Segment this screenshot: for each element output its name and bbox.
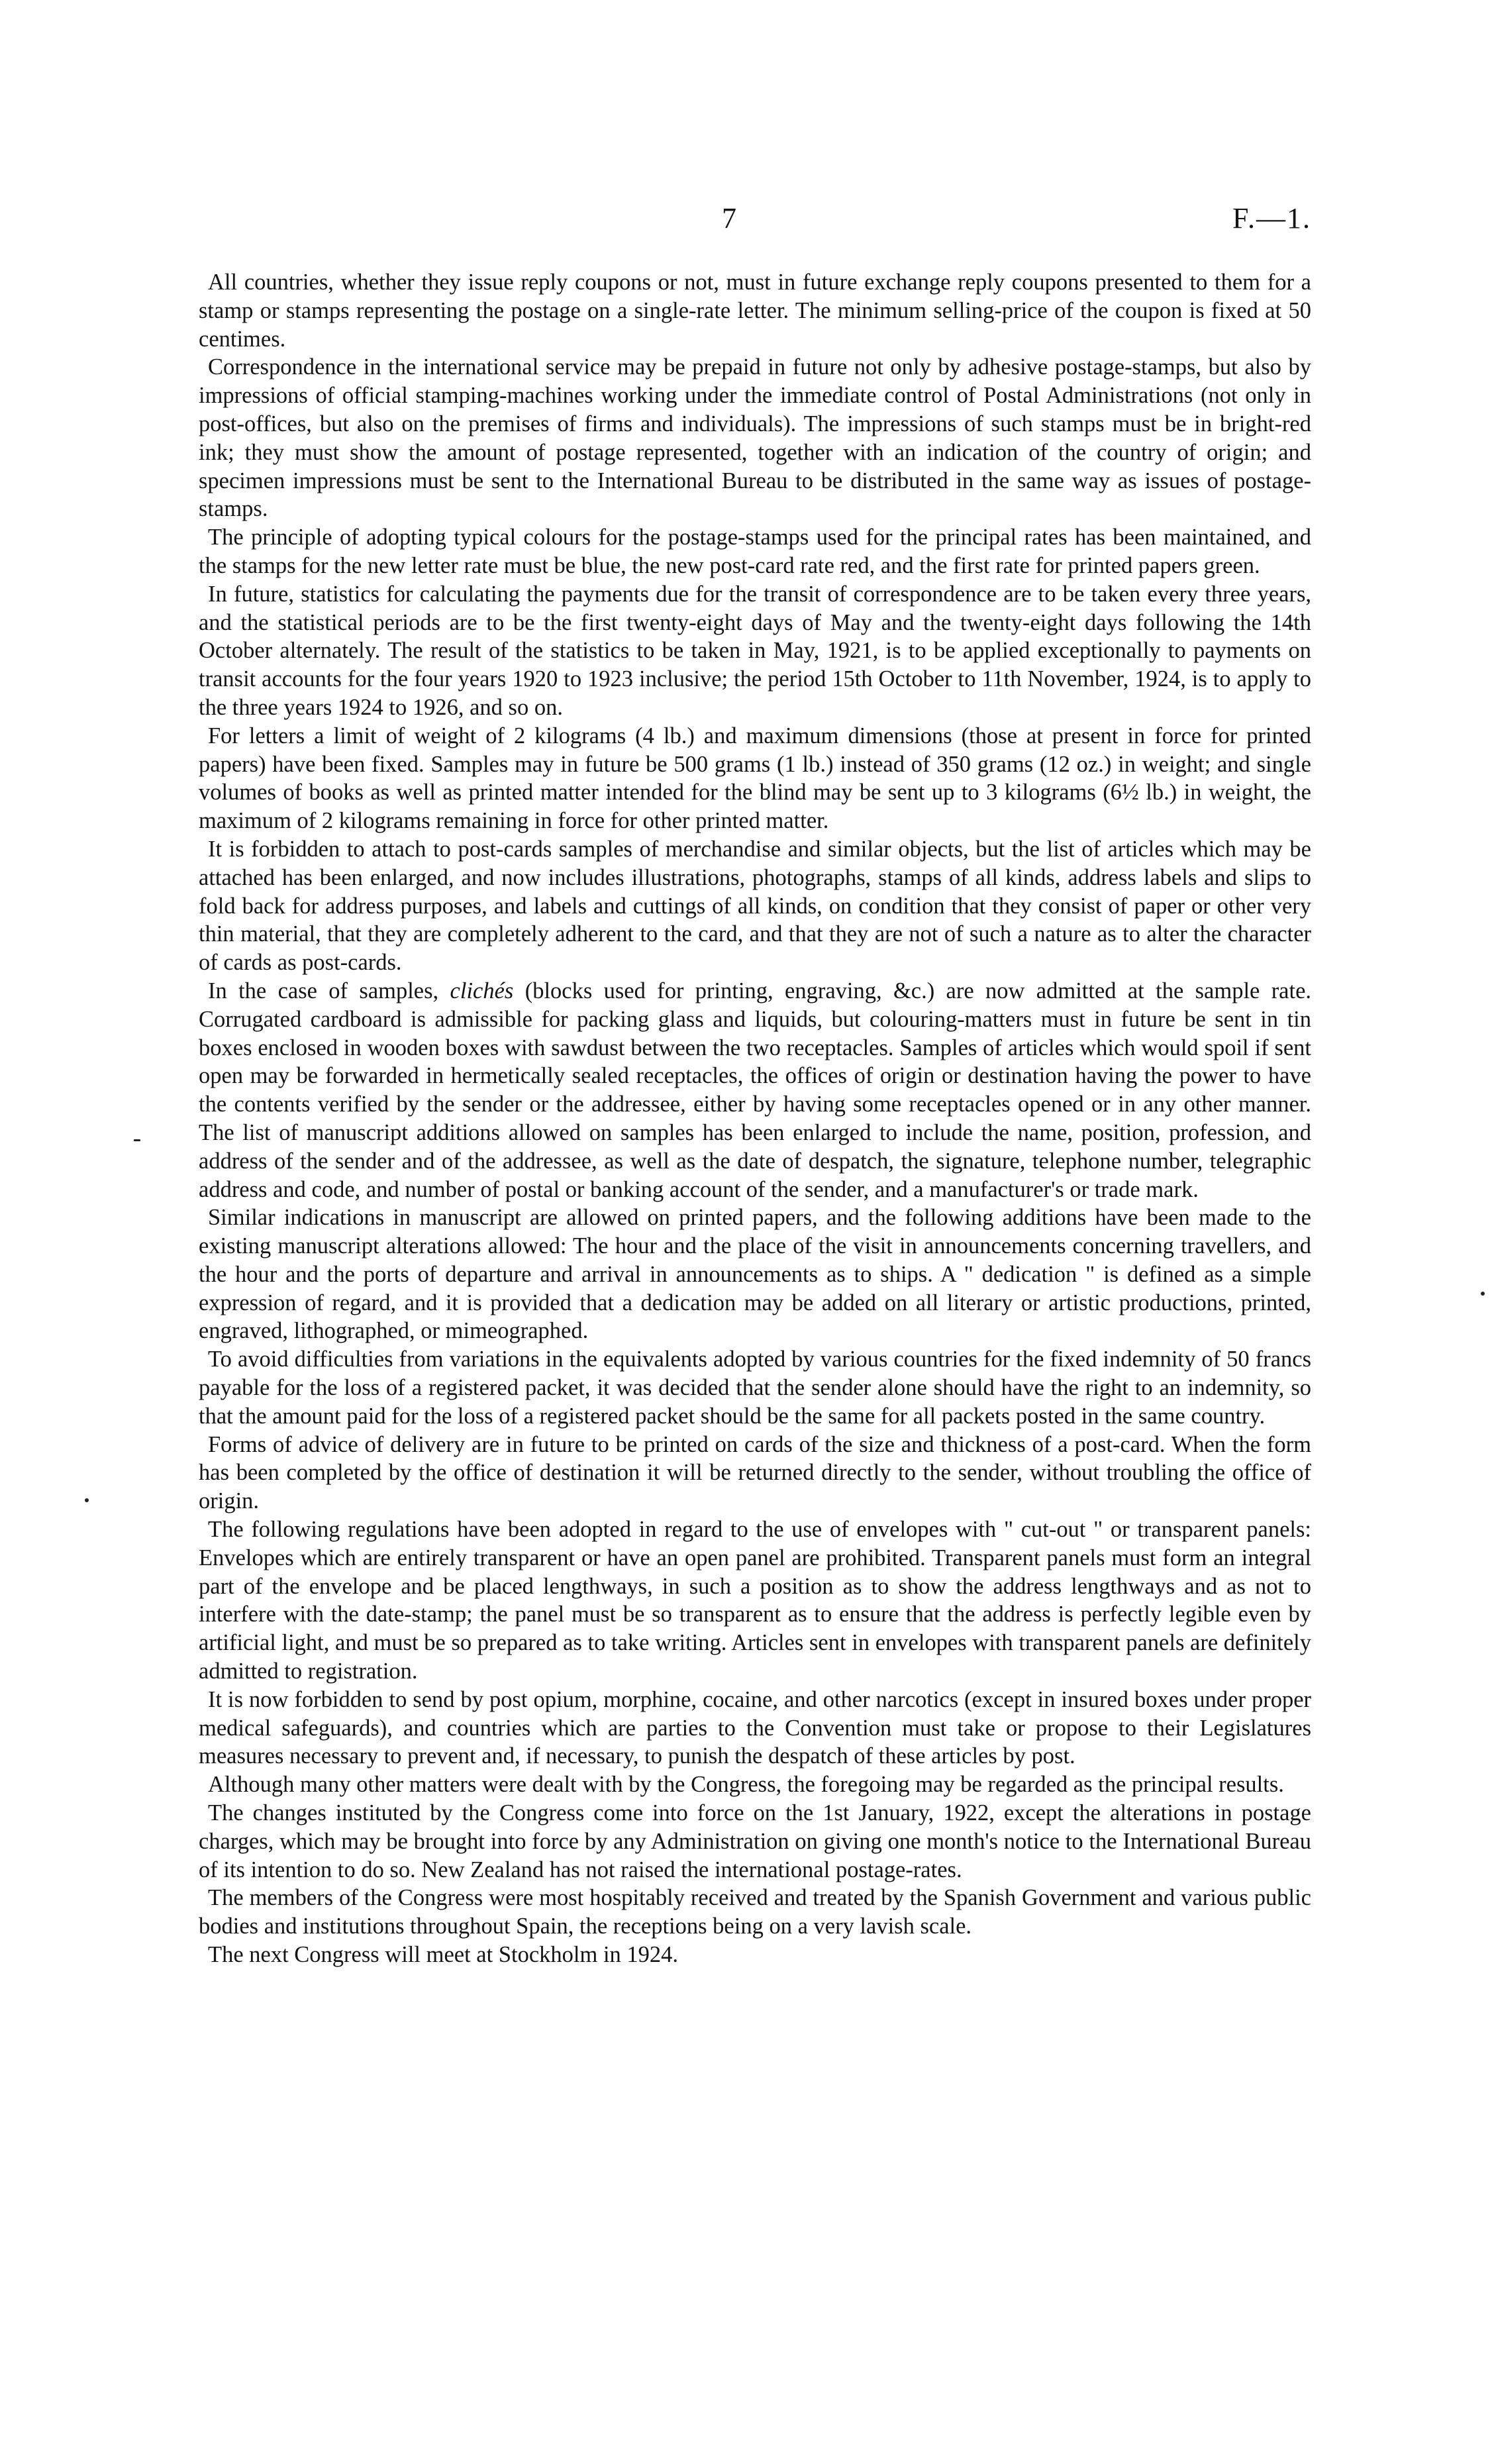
paragraph-hospitality: The members of the Congress were most hospitably received and treated by the Spanish Government and various public bodies and institutions throughout Spain, the receptions being on a very lavish scale. — [199, 1885, 1311, 1939]
samples-lead: In the case of samples, — [208, 978, 439, 1003]
document-reference: F.—1. — [1232, 202, 1311, 234]
paragraph-stamping-machines: Correspondence in the international service may be prepaid in future not only by adhesive postage-stamps, but also by impressions of official stamping-machines working under the immediate control of Postal Administrations (not only in post-offices, but also on the premises of firms and individuals). The impressions of such stamps must be in bright-red ink; they must show the amount of postage represented, together with an indication of the country of origin; and specimen impressions must be sent to the International Bureau to be distributed in the same way as issues of postage-stamps. — [199, 354, 1311, 522]
paragraph-next-congress: The next Congress will meet at Stockholm in 1924. — [208, 1942, 679, 1968]
samples-rest: (blocks used for printing, engraving, &c.) are now admitted at the sample rate. Corrugated cardboard is admissible for packing glass and liquids, but colouring-matters must in future be sent in tin boxes enclosed in wooden boxes with sawdust between the two receptacles. Samples of articles which would spoil if sent open may be forwarded in hermetically sealed receptacles, the offices of origin or destination having the power to have the contents verified by the sender or the addressee, either by having some receptacles opened or in any other manner. The list of manuscript additions allowed on samples has been enlarged to include the name, position, profession, and address of the sender and of the addressee, as well as the date of despatch, the signature, telephone number, telegraphic address and code, and number of postal or banking account of the sender, and a manufacturer's or trade mark. — [199, 978, 1312, 1202]
paragraph-printed-papers: Similar indications in manuscript are allowed on printed papers, and the following additions have been made to the existing manuscript alterations allowed: The hour and the place of the visit in announcements concerning travellers, and the hour and the ports of departure and arrival in announcements as to ships. A " dedication " is defined as a simple expression of regard, and it is provided that a dedication may be added on all literary or artistic productions, printed, engraved, lithographed, or mimeographed. — [199, 1205, 1311, 1344]
page-number: 7 — [722, 202, 736, 234]
paragraph-reply-coupons: All countries, whether they issue reply coupons or not, must in future exchange reply coupons presented to them for a stamp or stamps representing the postage on a single-rate letter. The minimum selling-price of the coupon is fixed at 50 centimes. — [199, 270, 1311, 352]
paragraph-indemnity: To avoid difficulties from variations in the equivalents adopted by various countries for the fixed indemnity of 50 francs payable for the loss of a registered packet, it was decided that the sender alone should have the right to an indemnity, so that the amount paid for the loss of a registered packet should be the same for all packets posted in the same country. — [199, 1347, 1311, 1429]
report-body — [199, 268, 1311, 1969]
paragraph-other-matters: Although many other matters were dealt with by the Congress, the foregoing may be regarded as the principal results. — [208, 1772, 1284, 1798]
print-speck — [134, 1139, 140, 1141]
paragraph-samples — [199, 977, 1311, 1204]
paragraph-changes-in-force: The changes instituted by the Congress come into force on the 1st January, 1922, except the alterations in postage charges, which may be brought into force by any Administration on giving one month's notice to the International Bureau of its intention to do so. New Zealand has not raised the international postage-rates. — [199, 1800, 1311, 1882]
paragraph-narcotics: It is now forbidden to send by post opium, morphine, cocaine, and other narcotics (except in insured boxes under proper medical safeguards), and countries which are parties to the Convention must take or propose to their Legislatures measures necessary to prevent and, if necessary, to punish the despatch of these articles by post. — [199, 1686, 1311, 1769]
paragraph-envelopes: The following regulations have been adopted in regard to the use of envelopes with " cut-out " or transparent panels: Envelopes which are entirely transparent or have an open panel are prohibited. Transparent panels must form an integral part of the envelope and be placed lengthways, in such a position as to show the address lengthways and as not to interfere with the date-stamp; the panel must be so transparent as to ensure that the address is perfectly legible even by artificial light, and must be so prepared as to take writing. Articles sent in envelopes with transparent panels are definitely admitted to registration. — [199, 1517, 1311, 1684]
print-speck — [85, 1498, 89, 1502]
paragraph-transit-statistics: In future, statistics for calculating the payments due for the transit of correspondence are to be taken every three years, and the statistical periods are to be the first twenty-eight days of May and the twenty-eight days following the 14th October alternately. The result of the statistics to be taken in May, 1921, is to be applied exceptionally to payments on transit accounts for the four years 1920 to 1923 inclusive; the period 15th October to 11th November, 1924, is to apply to the three years 1924 to 1926, and so on. — [199, 581, 1311, 720]
paragraph-advice-of-delivery: Forms of advice of delivery are in future to be printed on cards of the size and thickness of a post-card. When the form has been completed by the office of destination it will be returned directly to the sender, without troubling the office of origin. — [199, 1431, 1311, 1514]
paragraph-weight-limits: For letters a limit of weight of 2 kilograms (4 lb.) and maximum dimensions (those at present in force for printed papers) have been fixed. Samples may in future be 500 grams (1 lb.) instead of 350 grams (12 oz.) in weight; and single volumes of books as well as printed matter intended for the blind may be sent up to 3 kilograms (6½ lb.) in weight, the maximum of 2 kilograms remaining in force for other printed matter. — [199, 723, 1311, 834]
print-speck — [1481, 1292, 1485, 1296]
cliches-term: clichés — [450, 978, 514, 1003]
paragraph-stamp-colours: The principle of adopting typical colours for the postage-stamps used for the principal rates has been maintained, and the stamps for the new letter rate must be blue, the new post-card rate red, and the first rate for printed papers green. — [199, 525, 1311, 578]
page-header — [199, 199, 1311, 238]
paragraph-post-card-attachments: It is forbidden to attach to post-cards samples of merchandise and similar objects, but the list of articles which may be attached has been enlarged, and now includes illustrations, photographs, stamps of all kinds, address labels and slips to fold back for address purposes, and labels and cuttings of all kinds, on condition that they consist of paper or other very thin material, that they are completely adherent to the card, and that they are not of such a nature as to alter the character of cards as post-cards. — [199, 836, 1311, 976]
